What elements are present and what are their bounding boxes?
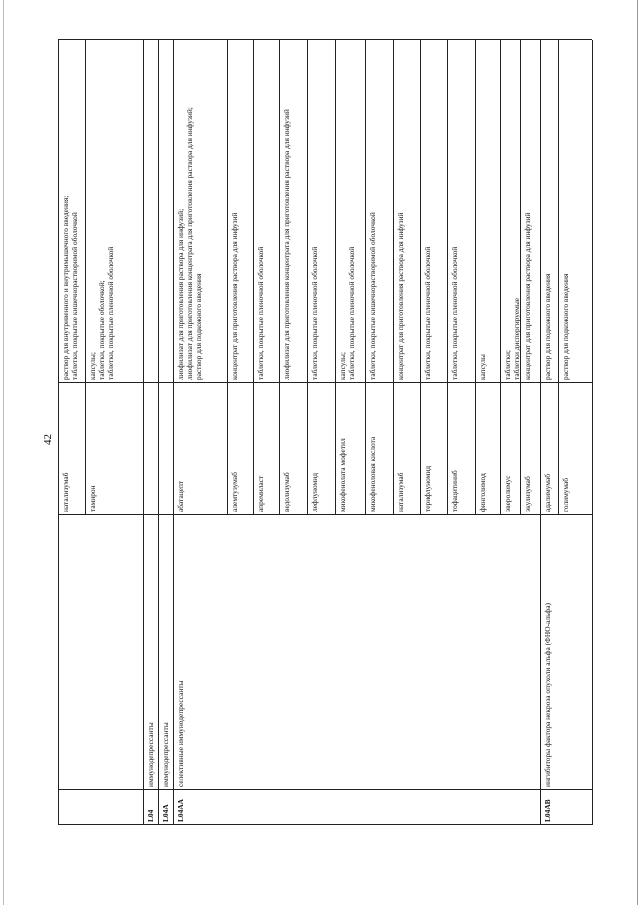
atc-code: L04AA <box>176 799 185 822</box>
dosage-form: капсулы; <box>338 352 347 380</box>
atc-group-name: селективные иммунодепрессанты <box>176 680 185 787</box>
row-rule-3 <box>158 40 159 825</box>
row-rule-15 <box>500 40 501 515</box>
row-rule-16 <box>520 40 521 515</box>
dosage-form: лиофилизат для приготовления раствора для инфузий; <box>176 208 185 380</box>
drug-inn: терифлуномид <box>423 465 432 512</box>
dosage-form: таблетки, покрытые оболочкой; <box>97 280 106 380</box>
drug-inn: апремиласт <box>256 475 265 512</box>
row-rule-8 <box>307 40 308 515</box>
dosage-form: раствор для подкожного введения <box>543 273 552 380</box>
column-rule-3 <box>58 382 592 383</box>
atc-group-name: ингибиторы фактора некроза опухоли альфа (ФНО-альфа) <box>543 603 552 787</box>
drug-inn: алемтузумаб <box>230 472 239 512</box>
dosage-form: раствор для подкожного введения <box>561 273 570 380</box>
dosage-form: таблетки, покрытые пленочной оболочкой <box>423 246 432 380</box>
dosage-form: капсулы <box>478 354 487 380</box>
dosage-form: таблетки, покрытые кишечнорастворимой оболочкой <box>70 212 79 380</box>
drug-inn: тофацитиниб <box>450 470 459 512</box>
row-rule-4 <box>173 40 174 825</box>
dosage-form: капсулы; <box>88 352 97 380</box>
row-rule-2 <box>143 40 144 825</box>
column-rule-0 <box>58 824 592 825</box>
row-rule-1 <box>85 40 86 515</box>
row-rule-11 <box>393 40 394 515</box>
dosage-form: таблетки, покрытые пленочной оболочкой <box>256 246 265 380</box>
drug-inn: микофеноловая кислота <box>368 436 377 512</box>
column-rule-4 <box>58 39 592 40</box>
dosage-form: таблетки, покрытые пленочной оболочкой <box>450 246 459 380</box>
atc-code: L04A <box>161 804 170 822</box>
dosage-form: концентрат для приготовления раствора для инфузий <box>230 212 239 380</box>
row-rule-5 <box>227 40 228 515</box>
row-rule-9 <box>335 40 336 515</box>
drug-inn: эверолимус <box>503 475 512 512</box>
column-rule-2 <box>58 514 592 515</box>
row-rule-18 <box>558 40 559 515</box>
drug-inn: натализумаб <box>61 472 70 512</box>
dosage-form: таблетки, покрытые кишечнорастворимой оболочкой <box>368 212 377 380</box>
column-rule-1 <box>58 789 592 790</box>
atc-code: L04AB <box>543 799 552 822</box>
row-rule-14 <box>475 40 476 515</box>
drug-inn: экулизумаб <box>523 476 532 512</box>
atc-group-name: иммунодепрессанты <box>146 722 155 787</box>
dosage-form: раствор для внутривенного и внутримышечного введения; <box>61 195 70 380</box>
drug-inn: натализумаб <box>396 472 405 512</box>
dosage-form: лиофилизат для приготовления концентрата для приготовления раствора для инфузий; <box>185 107 194 380</box>
dosage-form: таблетки, покрытые пленочной оболочкой <box>310 246 319 380</box>
dosage-form: концентрат для приготовления раствора для инфузий <box>523 212 532 380</box>
dosage-form: концентрат для приготовления раствора для инфузий <box>396 212 405 380</box>
dosage-form: таблетки диспергируемые <box>512 297 521 380</box>
dosage-form: раствор для подкожного введения <box>194 273 203 380</box>
drug-inn: финголимод <box>478 473 487 512</box>
page-number: 42 <box>42 434 54 445</box>
row-rule-12 <box>420 40 421 515</box>
row-rule-19 <box>592 40 593 825</box>
dosage-form: таблетки; <box>503 350 512 380</box>
row-rule-6 <box>253 40 254 515</box>
atc-group-name: иммунодепрессанты <box>161 722 170 787</box>
dosage-form: таблетки, покрытые пленочной оболочкой <box>106 246 115 380</box>
row-rule-0 <box>58 40 59 825</box>
dosage-form: лиофилизат для приготовления концентрата для приготовления раствора для инфузий <box>282 109 291 380</box>
drug-inn: абатацепт <box>176 480 185 512</box>
drug-inn: адалимумаб <box>543 474 552 512</box>
drug-inn: тамирон <box>88 485 97 512</box>
row-rule-13 <box>447 40 448 515</box>
drug-inn: лефлуномид <box>310 473 319 512</box>
atc-code: L04 <box>146 809 155 822</box>
row-rule-7 <box>279 40 280 515</box>
drug-inn: ведолизумаб <box>282 472 291 512</box>
drug-inn: голимумаб <box>561 477 570 512</box>
dosage-form: таблетки, покрытые пленочной оболочкой <box>347 246 356 380</box>
drug-inn: микофенолата мофетил <box>338 438 347 512</box>
row-rule-17 <box>540 40 541 825</box>
row-rule-10 <box>365 40 366 515</box>
